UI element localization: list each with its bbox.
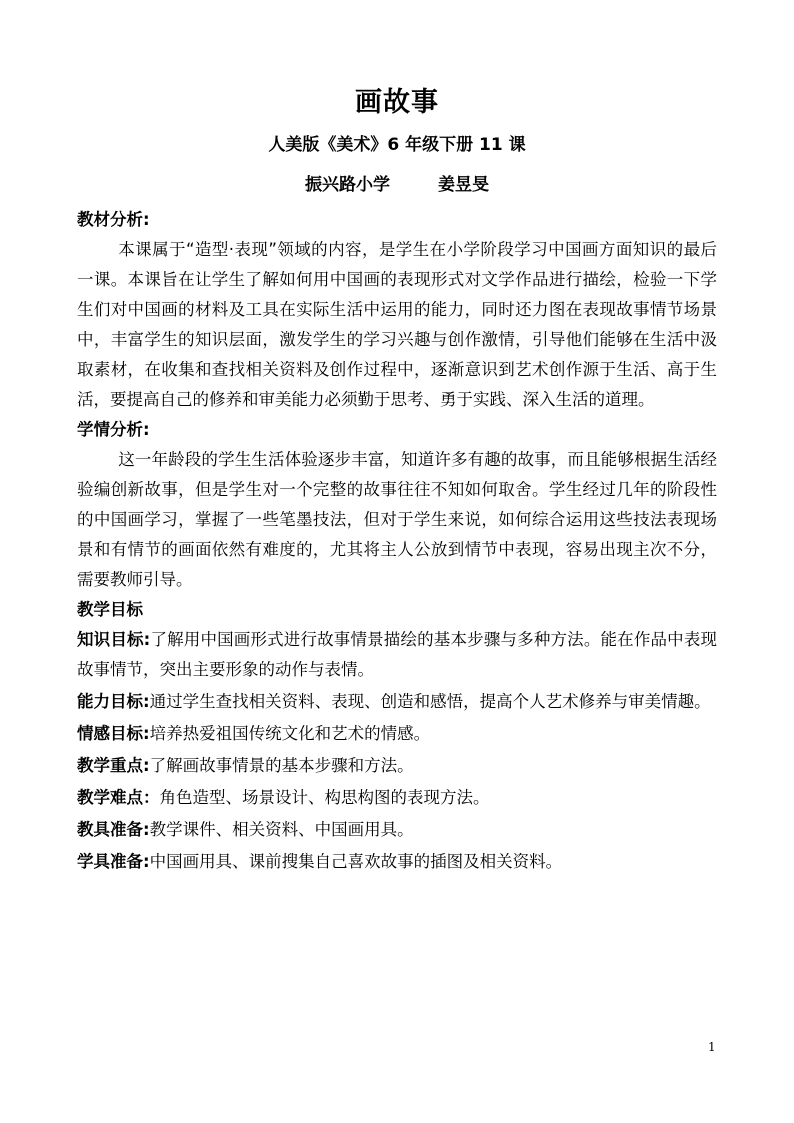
emotion-goal <box>77 719 717 749</box>
document-title: 画故事 <box>355 87 439 118</box>
key-points-label: 教学重点: <box>77 756 150 775</box>
key-points <box>77 751 717 781</box>
teaching-tools-label: 教具准备: <box>77 820 150 839</box>
knowledge-goal-label: 知识目标: <box>77 630 151 649</box>
author-name: 姜昱旻 <box>437 175 489 195</box>
ability-goal-text: 通过学生查找相关资料、表现、创造和感悟，提高个人艺术修养与审美情趣。 <box>149 692 711 711</box>
teaching-tools-text: 教学课件、相关资料、中国画用具。 <box>149 820 414 839</box>
difficulties <box>77 783 717 813</box>
ability-goal <box>77 687 717 717</box>
document-body <box>77 205 717 877</box>
teaching-tools <box>77 815 717 845</box>
key-points-text: 了解画故事情景的基本步骤和方法。 <box>149 756 414 775</box>
school-name: 振兴路小学 <box>305 175 391 195</box>
emotion-goal-text: 培养热爱祖国传统文化和艺术的情感。 <box>149 724 431 743</box>
ability-goal-label: 能力目标: <box>77 692 150 711</box>
section-heading-textbook-analysis: 教材分析: <box>77 210 150 229</box>
section-heading-teaching-goals: 教学目标 <box>77 600 143 619</box>
student-analysis-paragraph: 这一年龄段的学生生活体验逐步丰富，知道许多有趣的故事，而且能够根据生活经验编创新故事，但是学生对一个完整的故事往往不知如何取舍。学生经过几年的阶段性的中国画学习，掌握了一些笔墨技法，但对于学生来说，如何综合运用这些技法表现场景和有情节的画面依然有难度的，尤其将主人公放到情节中表现，容易出现主次不分，需要教师引导。 <box>77 450 717 589</box>
page-number: 1 <box>708 1040 716 1054</box>
document-subtitle: 人美版《美术》6 年级下册 11 课 <box>268 135 526 155</box>
emotion-goal-label: 情感目标: <box>77 724 150 743</box>
section-heading-student-analysis: 学情分析: <box>77 420 150 439</box>
textbook-analysis-paragraph: 本课属于“造型·表现”领域的内容，是学生在小学阶段学习中国画方面知识的最后一课。本课旨在让学生了解如何用中国画的表现形式对文学作品进行描绘，检验一下学生们对中国画的材料及工具在实际生活中运用的能力，同时还力图在表现故事情节场景中，丰富学生的知识层面，激发学生的学习兴趣与创作激情，引导他们能够在生活中汲取素材，在收集和查找相关资料及创作过程中，逐渐意识到艺术创作源于生活、高于生活，要提高自己的修养和审美能力必须勤于思考、勇于实践、深入生活的道理。 <box>77 240 717 409</box>
difficulties-text: 角色造型、场景设计、构思构图的表现方法。 <box>159 788 490 807</box>
knowledge-goal <box>77 625 717 685</box>
student-tools-label: 学具准备: <box>77 852 150 871</box>
student-tools-text: 中国画用具、课前搜集自己喜欢故事的插图及相关资料。 <box>149 852 563 871</box>
knowledge-goal-text: 了解用中国画形式进行故事情景描绘的基本步骤与多种方法。能在作品中表现故事情节，突出主要形象的动作与表情。 <box>77 630 717 679</box>
student-tools <box>77 847 717 877</box>
author-line <box>0 170 794 195</box>
difficulties-label: 教学难点： <box>77 788 160 807</box>
